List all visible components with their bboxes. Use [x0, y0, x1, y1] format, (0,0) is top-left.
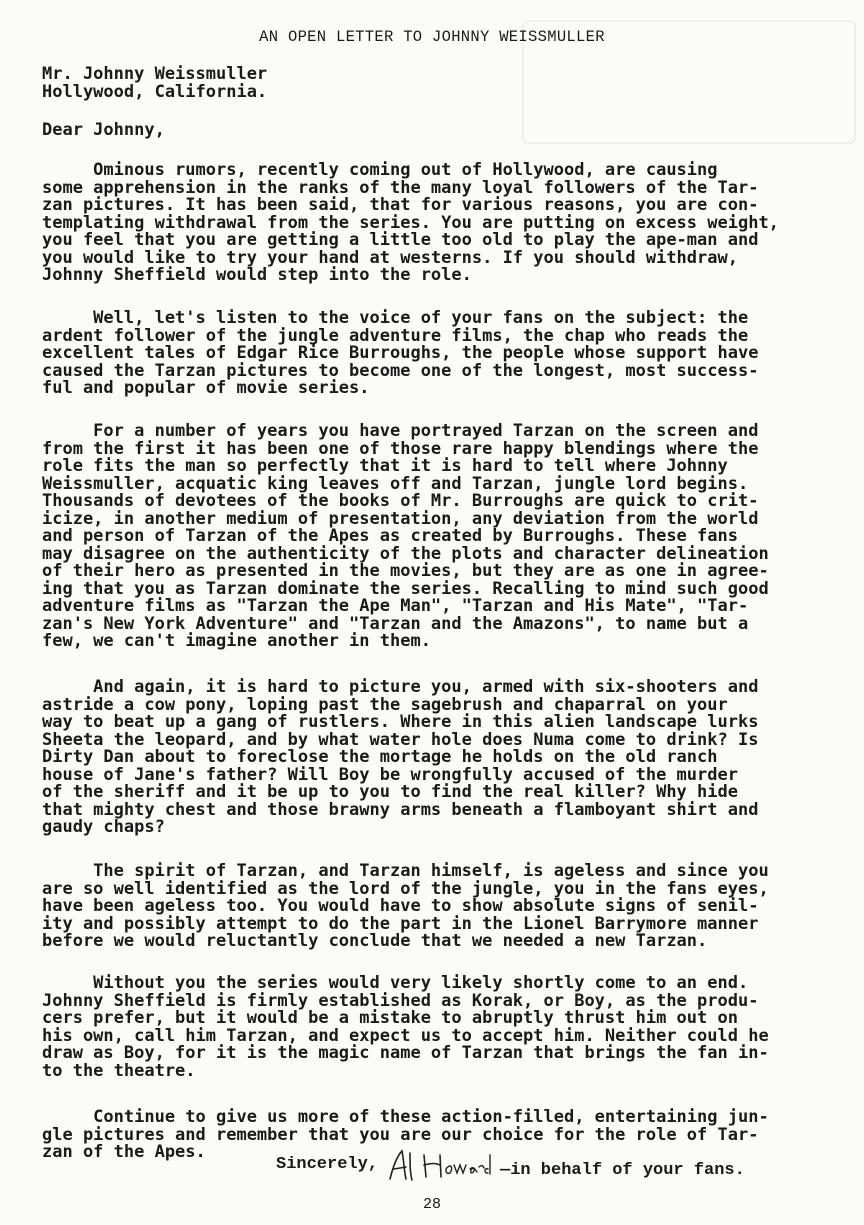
paragraph-2	[42, 310, 846, 398]
paragraph-line: few, we can't imagine another in them.	[42, 631, 431, 651]
paragraph-line: of their hero as presented in the movies, but they are as one in agree-	[42, 561, 769, 581]
address-line-name: Mr. Johnny Weissmuller	[42, 64, 268, 84]
paragraph-line: gaudy chaps?	[42, 817, 165, 837]
paragraph-line: you feel that you are getting a little too old to play the ape-man and	[42, 230, 759, 250]
address-block	[42, 66, 846, 101]
paragraph-line: zan pictures. It has been said, that for various reasons, you are con-	[42, 195, 759, 215]
paragraph-line: from the first it has been one of those rare happy blendings where the	[42, 438, 759, 459]
paragraph-line: you would like to try your hand at westerns. If you should withdraw,	[42, 247, 738, 268]
salutation-text: Dear Johnny,	[42, 120, 165, 140]
paragraph-line: astride a cow pony, loping past the sagebrush and chaparral on your	[42, 694, 728, 715]
page-number: 28	[422, 1196, 441, 1213]
paragraph-line: ing that you as Tarzan dominate the series. Recalling to mind such good	[42, 578, 769, 599]
paragraph-3	[42, 423, 846, 651]
paragraph-6	[42, 975, 846, 1080]
paragraph-line: Ominous rumors, recently coming out of Hollywood, are causing	[42, 160, 718, 180]
paragraph-line: gle pictures and remember that you are our choice for the role of Tar-	[42, 1124, 759, 1145]
paragraph-line: And again, it is hard to picture you, armed with six-shooters and	[42, 677, 759, 697]
paragraph-line: ful and popular of movie series.	[42, 378, 370, 398]
paragraph-line: draw as Boy, for it is the magic name of Tarzan that brings the fan in-	[42, 1043, 769, 1063]
paragraph-line: ity and possibly attempt to do the part in the Lionel Barrymore manner	[42, 913, 759, 934]
paragraph-line: and person of Tarzan of the Apes as created by Burroughs. These fans	[42, 526, 738, 546]
paragraph-line: Weissmuller, acquatic king leaves off and Tarzan, jungle lord begins.	[42, 473, 749, 494]
paragraph-line: Sheeta the leopard, and by what water hole does Numa come to drink? Is	[42, 729, 759, 750]
paragraph-line: of the sheriff and it be up to you to find the real killer? Why hide	[42, 782, 738, 802]
paragraph-line: are so well identified as the lord of the jungle, you in the fans eyes,	[42, 878, 769, 899]
paragraph-line: way to beat up a gang of rustlers. Where in this alien landscape lurks	[42, 712, 759, 732]
paragraph-line: that mighty chest and those brawny arms beneath a flamboyant shirt and	[42, 799, 759, 820]
closing-word: Sincerely,	[276, 1155, 379, 1174]
paragraph-line: Dirty Dan about to foreclose the mortage he holds on the old ranch	[42, 747, 718, 767]
paragraph-line: For a number of years you have portrayed Tarzan on the screen and	[42, 421, 759, 441]
paragraph-line: zan's New York Adventure" and "Tarzan and the Amazons", to name but a	[42, 613, 749, 634]
letter-title: AN OPEN LETTER TO JOHNNY WEISSMULLER	[259, 28, 605, 46]
paragraph-line: Thousands of devotees of the books of Mr. Burroughs are quick to crit-	[42, 491, 759, 511]
paragraph-1	[42, 162, 846, 285]
paragraph-line: cers prefer, but it would be a mistake to abruptly thrust him out on	[42, 1008, 738, 1028]
paragraph-line: some apprehension in the ranks of the many loyal followers of the Tar-	[42, 177, 759, 198]
paragraph-line: icize, in another medium of presentation, any deviation from the world	[42, 508, 759, 529]
paragraph-line: Johnny Sheffield is firmly established as Korak, or Boy, as the produ-	[42, 990, 759, 1011]
signature-glyph	[384, 1143, 504, 1187]
paragraph-line: templating withdrawal from the series. You are putting on excess weight,	[42, 212, 779, 233]
paragraph-line: adventure films as "Tarzan the Ape Man", "Tarzan and His Mate", "Tar-	[42, 596, 749, 616]
paragraph-line: his own, call him Tarzan, and expect us to accept him. Neither could he	[42, 1025, 769, 1046]
paragraph-line: to the theatre.	[42, 1060, 196, 1081]
closing-tail: —in behalf of your fans.	[500, 1161, 745, 1180]
handwritten-signature	[384, 1143, 504, 1187]
paragraph-line: role fits the man so perfectly that it is hard to tell where Johnny	[42, 456, 728, 476]
paragraph-line: zan of the Apes.	[42, 1142, 206, 1162]
paragraph-line: excellent tales of Edgar Rice Burroughs, the people whose support have	[42, 343, 759, 363]
paragraph-line: have been ageless too. You would have to show absolute signs of senil-	[42, 896, 759, 916]
salutation	[42, 122, 846, 140]
paragraph-5	[42, 863, 846, 951]
paragraph-4	[42, 679, 846, 837]
paragraph-line: before we would reluctantly conclude that we needed a new Tarzan.	[42, 931, 708, 951]
paragraph-line: The spirit of Tarzan, and Tarzan himself, is ageless and since you	[42, 861, 769, 881]
paragraph-line: may disagree on the authenticity of the plots and character delineation	[42, 543, 769, 564]
paragraph-line: house of Jane's father? Will Boy be wrongfully accused of the murder	[42, 764, 738, 785]
address-line-city: Hollywood, California.	[42, 81, 268, 102]
paragraph-line: ardent follower of the jungle adventure films, the chap who reads the	[42, 325, 749, 346]
paragraph-line: Well, let's listen to the voice of your fans on the subject: the	[42, 308, 749, 328]
paragraph-line: Johnny Sheffield would step into the role.	[42, 265, 472, 285]
paragraph-line: Continue to give us more of these action-filled, entertaining jun-	[42, 1107, 769, 1127]
paragraph-line: caused the Tarzan pictures to become one of the longest, most success-	[42, 360, 759, 381]
paragraph-line: Without you the series would very likely shortly come to an end.	[42, 973, 749, 993]
